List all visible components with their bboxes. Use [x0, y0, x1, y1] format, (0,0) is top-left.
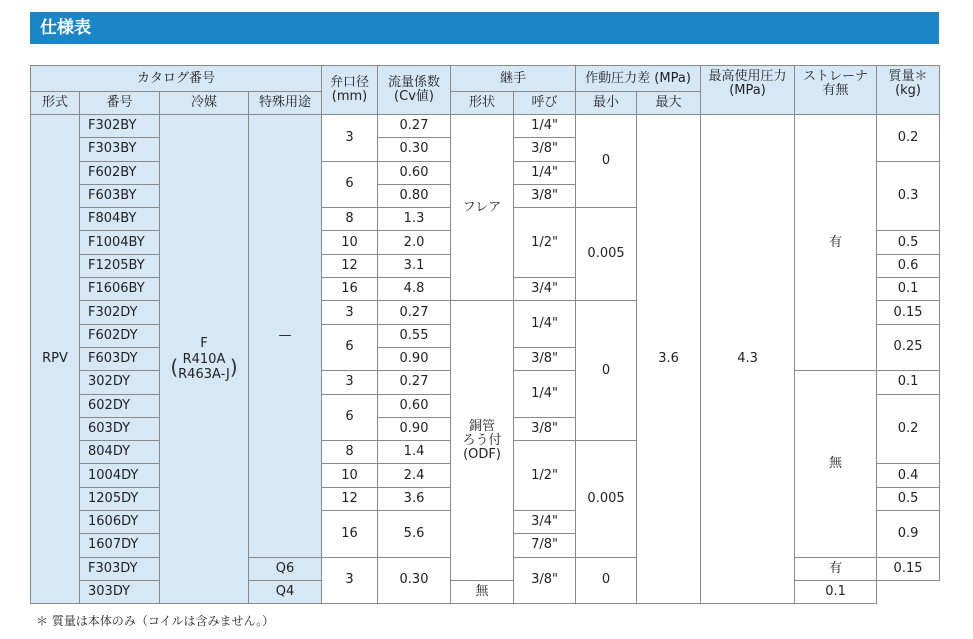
joint-size-cell: 3/8" [514, 417, 576, 440]
cv-cell: 0.27 [378, 115, 451, 138]
orifice-cell: 6 [322, 161, 378, 208]
max-pressure-cell: 3.6 [637, 115, 701, 604]
cv-cell: 0.27 [378, 301, 451, 324]
type-cell: RPV [31, 115, 80, 604]
mass-cell: 0.2 [877, 394, 940, 464]
min-pressure-cell: 0 [576, 301, 637, 441]
joint-size-cell: 3/8" [514, 347, 576, 370]
model-cell: F603DY [80, 347, 160, 370]
special-cell: — [249, 115, 322, 558]
model-cell: F1004BY [80, 231, 160, 254]
header-cv: 流量係数 (Cv値) [378, 66, 451, 115]
header-orifice: 弁口径 (mm) [322, 66, 378, 115]
model-cell: F602DY [80, 324, 160, 347]
spec-table [30, 65, 940, 604]
header-type: 形式 [31, 92, 80, 115]
model-cell: F1606BY [80, 278, 160, 301]
model-cell: F602BY [80, 161, 160, 184]
min-pressure-cell: 0.005 [576, 208, 637, 301]
orifice-cell: 3 [322, 115, 378, 162]
mass-cell: 0.9 [877, 511, 940, 558]
cv-cell: 0.90 [378, 417, 451, 440]
mass-cell: 0.5 [877, 231, 940, 254]
header-diff-pressure: 作動圧力差 (MPa) [576, 66, 701, 92]
model-cell: F603BY [80, 184, 160, 207]
cv-cell: 0.30 [378, 557, 451, 604]
min-pressure-cell: 0.005 [576, 441, 637, 557]
special-cell: Q6 [249, 557, 322, 580]
mass-cell: 0.25 [877, 324, 940, 371]
mass-cell: 0.5 [877, 487, 940, 510]
cv-cell: 0.55 [378, 324, 451, 347]
header-max-working-pressure: 最高使用圧力 (MPa) [701, 66, 795, 115]
strainer-cell: 無 [795, 371, 877, 557]
header-refrigerant: 冷媒 [160, 92, 249, 115]
header-min: 最小 [576, 92, 637, 115]
model-cell: F303BY [80, 138, 160, 161]
min-pressure-cell: 0 [576, 115, 637, 208]
joint-size-cell: 7/8" [514, 534, 576, 557]
cv-cell: 5.6 [378, 511, 451, 558]
joint-size-cell: 1/2" [514, 208, 576, 278]
orifice-cell: 12 [322, 487, 378, 510]
header-mass: 質量＊ (kg) [877, 66, 940, 115]
cv-cell: 0.30 [378, 138, 451, 161]
cv-cell: 0.90 [378, 347, 451, 370]
cv-cell: 1.4 [378, 441, 451, 464]
header-number: 番号 [80, 92, 160, 115]
cv-cell: 0.27 [378, 371, 451, 394]
cv-cell: 3.1 [378, 254, 451, 277]
header-catalog: カタログ番号 [31, 66, 322, 92]
header-joint: 継手 [451, 66, 576, 92]
orifice-cell: 8 [322, 441, 378, 464]
orifice-cell: 8 [322, 208, 378, 231]
cv-cell: 4.8 [378, 278, 451, 301]
cv-cell: 0.60 [378, 394, 451, 417]
orifice-cell: 12 [322, 254, 378, 277]
special-cell: Q4 [249, 580, 322, 603]
mass-cell: 0.1 [795, 580, 877, 603]
model-cell: 602DY [80, 394, 160, 417]
joint-size-cell: 3/4" [514, 278, 576, 301]
refrigerant-cell: F ( R410A R463A-J) [160, 115, 249, 604]
strainer-cell: 有 [795, 557, 877, 580]
mass-cell: 0.4 [877, 464, 940, 487]
cv-cell: 2.0 [378, 231, 451, 254]
orifice-cell: 10 [322, 231, 378, 254]
min-pressure-cell: 0 [576, 557, 637, 604]
joint-size-cell: 3/4" [514, 511, 576, 534]
joint-shape-cell: 銅管 ろう付 (ODF) [451, 301, 514, 581]
joint-size-cell: 1/2" [514, 441, 576, 511]
header-joint-size: 呼び [514, 92, 576, 115]
cv-cell: 0.80 [378, 184, 451, 207]
max-working-pressure-cell: 4.3 [701, 115, 795, 604]
orifice-cell: 16 [322, 278, 378, 301]
joint-size-cell: 3/8" [514, 138, 576, 161]
mass-cell: 0.1 [877, 371, 940, 394]
header-joint-shape: 形状 [451, 92, 514, 115]
joint-shape-cell: フレア [451, 115, 514, 301]
header-special: 特殊用途 [249, 92, 322, 115]
model-cell: F302BY [80, 115, 160, 138]
orifice-cell: 3 [322, 301, 378, 324]
model-cell: 1606DY [80, 511, 160, 534]
joint-size-cell: 1/4" [514, 161, 576, 184]
model-cell: 603DY [80, 417, 160, 440]
orifice-cell: 6 [322, 394, 378, 441]
joint-size-cell: 3/8" [514, 557, 576, 604]
model-cell: F804BY [80, 208, 160, 231]
joint-size-cell: 1/4" [514, 115, 576, 138]
mass-cell: 0.1 [877, 278, 940, 301]
orifice-cell: 3 [322, 557, 378, 604]
cv-cell: 3.6 [378, 487, 451, 510]
header-max: 最大 [637, 92, 701, 115]
orifice-cell: 6 [322, 324, 378, 371]
model-cell: 1004DY [80, 464, 160, 487]
mass-cell: 0.3 [877, 161, 940, 231]
page-title: 仕様表 [30, 12, 939, 44]
joint-size-cell: 1/4" [514, 371, 576, 418]
orifice-cell: 16 [322, 511, 378, 558]
model-cell: F302DY [80, 301, 160, 324]
mass-cell: 0.15 [877, 557, 940, 580]
model-cell: F303DY [80, 557, 160, 580]
header-strainer: ストレーナ 有無 [795, 66, 877, 115]
mass-cell: 0.2 [877, 115, 940, 162]
model-cell: 302DY [80, 371, 160, 394]
cv-cell: 2.4 [378, 464, 451, 487]
model-cell: 804DY [80, 441, 160, 464]
model-cell: 303DY [80, 580, 160, 603]
mass-cell: 0.15 [877, 301, 940, 324]
model-cell: 1607DY [80, 534, 160, 557]
joint-size-cell: 3/8" [514, 184, 576, 207]
orifice-cell: 10 [322, 464, 378, 487]
table-row [31, 115, 940, 138]
mass-cell: 0.6 [877, 254, 940, 277]
strainer-cell: 有 [795, 115, 877, 371]
cv-cell: 1.3 [378, 208, 451, 231]
model-cell: 1205DY [80, 487, 160, 510]
model-cell: F1205BY [80, 254, 160, 277]
header-row [31, 66, 940, 92]
orifice-cell: 3 [322, 371, 378, 394]
cv-cell: 0.60 [378, 161, 451, 184]
strainer-cell: 無 [451, 580, 514, 603]
footnote: ＊ 質量は本体のみ（コイルは含みません。） [36, 614, 275, 628]
joint-size-cell: 1/4" [514, 301, 576, 348]
